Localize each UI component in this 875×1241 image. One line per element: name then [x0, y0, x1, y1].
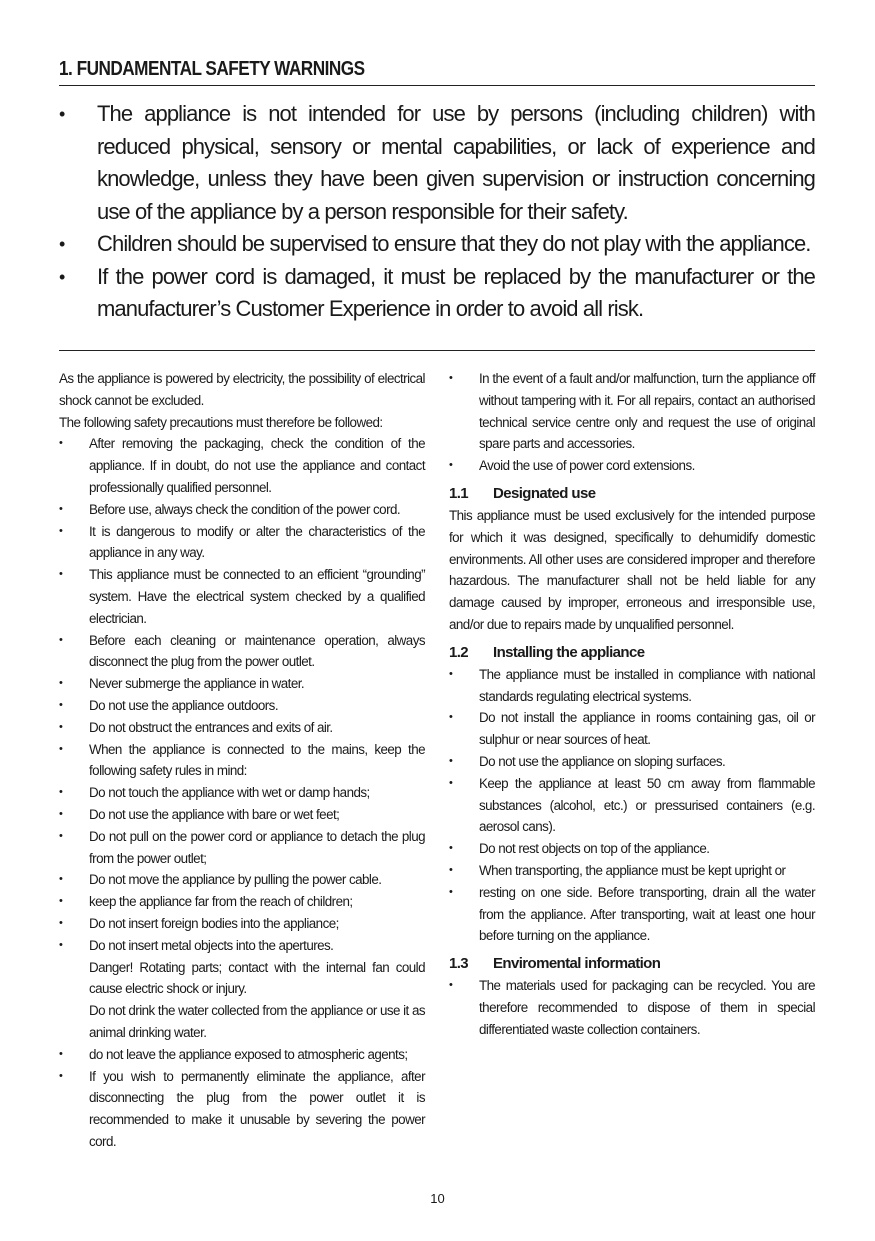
list-item-text: Before each cleaning or maintenance operation, always disconnect the plug from the power outlet.	[89, 632, 425, 670]
list-item	[59, 782, 425, 804]
bullet-icon: •	[59, 873, 63, 886]
list-item-text: Keep the appliance at least 50 cm away from flammable substances (alcohol, etc.) or pressurised containers (e.g. aerosol cans).	[479, 775, 815, 835]
fundamental-warnings-list	[59, 98, 815, 326]
list-item-text: The materials used for packaging can be recycled. You are therefore recommended to dispose of them in special differentiated waste collection containers.	[479, 978, 815, 1037]
section-number: 1.2	[449, 643, 469, 661]
list-item-text: Children should be supervised to ensure that they do not play with the appliance.	[97, 231, 811, 256]
bullet-icon: •	[449, 667, 453, 680]
bullet-icon: •	[59, 742, 63, 755]
list-item-text: If you wish to permanently eliminate the appliance, after disconnecting the plug from the power outlet it is recommended to make it unusable by severing the power cord.	[89, 1068, 425, 1149]
list-item	[59, 98, 815, 228]
list-item-text: Do not use the appliance on sloping surfaces.	[479, 753, 726, 769]
intro-instruction: The following safety precautions must therefore be followed:	[59, 414, 383, 430]
section-heading-text: Enviromental information	[493, 955, 661, 973]
list-item	[59, 804, 425, 826]
list-item	[449, 882, 815, 947]
bullet-icon: •	[59, 720, 63, 733]
bullet-icon: •	[449, 459, 453, 472]
section-heading-designated-use	[449, 483, 815, 505]
fault-precautions-list	[449, 368, 815, 477]
section-heading-installing	[449, 642, 815, 664]
list-item-text: Do not obstruct the entrances and exits of air.	[89, 719, 333, 735]
list-item	[59, 739, 425, 783]
list-item-text: Before use, always check the condition of the power cord.	[89, 501, 401, 517]
list-item-text: If the power cord is damaged, it must be replaced by the manufacturer or the manufacturer’s Customer Experience in order to avoid all risk.	[97, 263, 815, 321]
list-item-text: Avoid the use of power cord extensions.	[479, 458, 695, 474]
list-item	[59, 695, 425, 717]
danger-note: Danger! Rotating parts; contact with the internal fan could cause electric shock or injury.	[89, 959, 425, 997]
list-item	[449, 707, 815, 751]
list-item-text: This appliance must be connected to an efficient “grounding” system. Have the electrical system checked by a qualified electrician.	[89, 567, 425, 626]
list-item	[59, 913, 425, 935]
bullet-icon: •	[59, 1069, 63, 1082]
list-item-text: Do not insert metal objects into the apertures.	[89, 937, 334, 953]
bullet-icon: •	[449, 372, 453, 384]
list-item	[59, 261, 815, 326]
list-item-text: Do not insert foreign bodies into the appliance;	[89, 915, 339, 931]
bullet-icon: •	[59, 104, 65, 124]
list-item-text: The appliance must be installed in compliance with national standards regulating electrical systems.	[479, 666, 815, 704]
list-item-text: Do not pull on the power cord or appliance to detach the plug from the power outlet;	[89, 828, 425, 866]
list-item-text: Do not touch the appliance with wet or damp hands;	[89, 785, 370, 801]
title-rule	[59, 85, 815, 86]
list-item-text: The appliance is not intended for use by persons (including children) with reduced physical, sensory or mental capabilities, or lack of experience and knowledge, unless they have been given supervision or instruction concerning use of the appliance by a person responsible for their safety.	[97, 101, 815, 224]
bullet-icon: •	[59, 502, 63, 515]
bullet-icon: •	[59, 916, 63, 929]
list-item	[59, 717, 425, 739]
list-item-text: do not leave the appliance exposed to atmospheric agents;	[89, 1046, 408, 1062]
list-item	[59, 228, 815, 261]
list-item-text: keep the appliance far from the reach of children;	[89, 894, 353, 910]
list-item	[59, 1066, 425, 1153]
designated-use-paragraph: This appliance must be used exclusively for the intended purpose for which it was designed, specifically to dehumidify domestic environments. All other uses are considered improper and therefore hazardous. The manufacturer shall not be held liable for any damage caused by improper, erroneous and irresponsible use, and/or due to repairs made by unqualified personnel.	[449, 507, 815, 632]
list-item	[449, 368, 815, 455]
list-item-text: Never submerge the appliance in water.	[89, 676, 305, 692]
bullet-icon: •	[449, 979, 453, 992]
list-item-text: Do not rest objects on top of the appliance.	[479, 841, 710, 857]
bullet-icon: •	[449, 863, 453, 876]
list-item	[59, 891, 425, 913]
bullet-icon: •	[59, 698, 63, 711]
bullet-icon: •	[59, 807, 63, 820]
section-heading-text: Designated use	[493, 484, 596, 502]
bullet-icon: •	[59, 786, 63, 799]
intro-paragraph: As the appliance is powered by electricity, the possibility of electrical shock cannot be excluded.	[59, 371, 425, 408]
list-item-text: After removing the packaging, check the condition of the appliance. If in doubt, do not use the appliance and contact professionally qualified personnel.	[89, 436, 425, 495]
list-item-text: Do not use the appliance outdoors.	[89, 697, 278, 713]
section-title: 1. FUNDAMENTAL SAFETY WARNINGS	[59, 58, 365, 80]
environmental-list	[449, 975, 815, 1040]
bullet-icon: •	[59, 266, 65, 287]
list-item	[59, 564, 425, 629]
section-heading-text: Installing the appliance	[493, 643, 645, 661]
list-item	[59, 826, 425, 870]
list-item-text: When the appliance is connected to the mains, keep the following safety rules in mind:	[89, 741, 425, 779]
bullet-icon: •	[449, 776, 453, 789]
installation-list	[449, 664, 815, 947]
list-item-text: It is dangerous to modify or alter the characteristics of the appliance in any way.	[89, 523, 425, 561]
water-note: Do not drink the water collected from the appliance or use it as animal drinking water.	[89, 1003, 425, 1040]
list-item	[59, 1044, 425, 1066]
section-heading-environmental	[449, 953, 815, 975]
list-item	[59, 673, 425, 695]
list-item	[449, 664, 815, 708]
bullet-icon: •	[449, 842, 453, 855]
bullet-icon: •	[59, 568, 63, 581]
list-item	[59, 521, 425, 565]
list-item	[59, 869, 425, 891]
section-divider	[59, 350, 815, 351]
bullet-icon: •	[449, 711, 453, 724]
left-column	[59, 368, 425, 1153]
bullet-icon: •	[59, 437, 63, 450]
list-item	[59, 935, 425, 957]
bullet-icon: •	[59, 1047, 63, 1060]
list-item	[449, 838, 815, 860]
list-item-text: Do not install the appliance in rooms containing gas, oil or sulphur or near sources of heat.	[479, 710, 815, 748]
bullet-icon: •	[59, 829, 63, 842]
list-item	[449, 751, 815, 773]
list-item	[449, 860, 815, 882]
bullet-icon: •	[59, 234, 65, 254]
section-number: 1.1	[449, 484, 469, 502]
list-item	[59, 499, 425, 521]
list-item-text: Do not use the appliance with bare or wet feet;	[89, 806, 340, 822]
section-number: 1.3	[449, 955, 469, 973]
bullet-icon: •	[449, 754, 453, 767]
page-number: 10	[430, 1191, 445, 1206]
safety-precautions-list-continued	[59, 1044, 425, 1153]
right-column	[449, 368, 815, 1041]
list-item-text: Do not move the appliance by pulling the power cable.	[89, 872, 382, 888]
safety-precautions-list	[59, 433, 425, 956]
bullet-icon: •	[59, 938, 63, 951]
bullet-icon: •	[59, 524, 63, 537]
list-item	[449, 455, 815, 477]
list-item	[449, 773, 815, 838]
list-item-text: When transporting, the appliance must be kept upright or	[479, 862, 786, 878]
bullet-icon: •	[59, 677, 63, 690]
bullet-icon: •	[449, 885, 453, 898]
list-item-text: resting on one side. Before transporting, drain all the water from the appliance. After transporting, wait at least one hour before turning on the appliance.	[479, 884, 815, 944]
bullet-icon: •	[59, 895, 63, 908]
list-item	[59, 630, 425, 674]
list-item	[449, 975, 815, 1040]
bullet-icon: •	[59, 633, 63, 646]
list-item	[59, 433, 425, 498]
list-item-text: In the event of a fault and/or malfunction, turn the appliance off without tampering with it. For all repairs, contact an authorised technical service centre only and request the use of original spare parts and accessories.	[479, 371, 815, 452]
